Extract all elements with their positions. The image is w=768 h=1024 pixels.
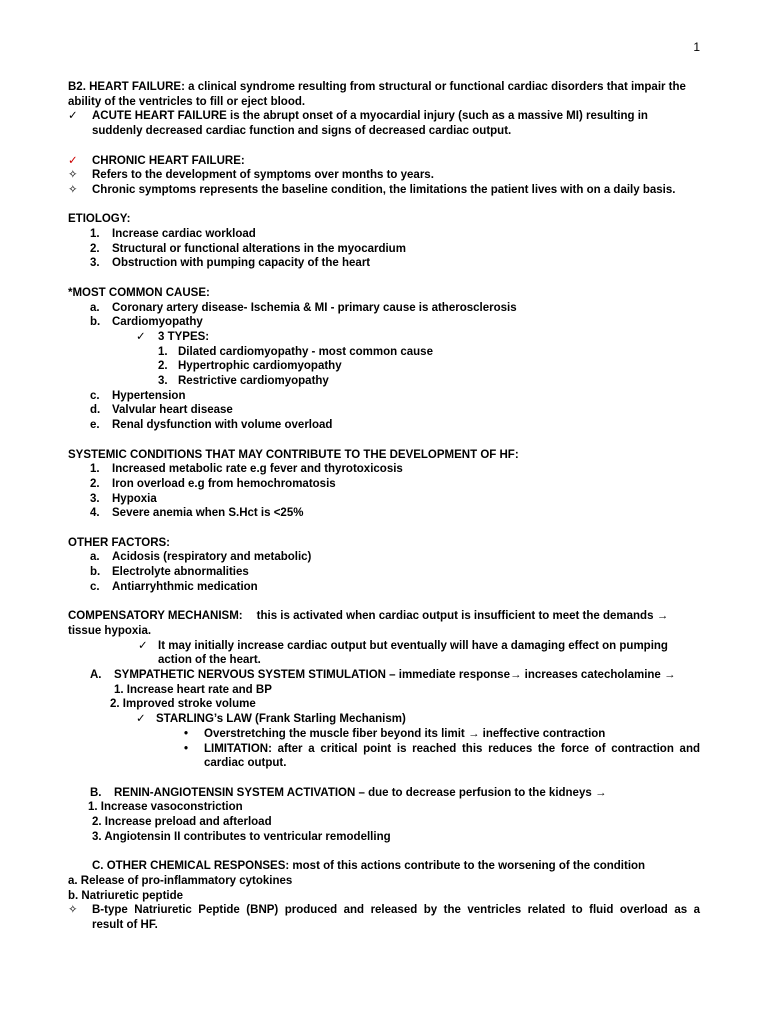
etiology-item: 1. Increase cardiac workload [90,228,256,240]
systemic-item: 4. Severe anemia when S.Hct is <25% [90,507,304,520]
cause-item: c. Hypertension [90,389,186,402]
etiology-item: 3. Obstruction with pumping capacity of the heart [90,257,371,270]
compensatory-note-line-2: action of the heart. [158,654,261,667]
b2-definition-line-2: ability of the ventricles to fill or eject blood. [68,95,306,108]
bullet-icon: • [184,742,189,755]
starling-law: ✓ STARLING’s LAW (Frank Starling Mechanism) [136,713,406,726]
other-factors-heading: OTHER FACTORS: [68,536,171,549]
type-item: 1. Dilated cardiomyopathy - most common cause [158,345,433,358]
starling-limitation-line-2: cardiac output. [204,757,287,770]
bnp-line-1: ✧ B-type Natriuretic Peptide (BNP) produced and released by the ventricles related to fluid overload as a [68,904,700,917]
document-body [68,80,700,933]
other-factor-item: a. Acidosis (respiratory and metabolic) [90,551,312,564]
etiology-heading: ETIOLOGY: [68,213,131,226]
sns-item: 1. Increase heart rate and BP [114,683,272,696]
diamond-bullet-icon: ✧ [68,183,78,196]
check-icon: ✓ [136,713,146,726]
systemic-item: 2. Iron overload e.g from hemochromatosis [90,477,336,490]
raas-item: 2. Increase preload and afterload [92,816,272,829]
arrow-icon: → [467,727,480,740]
other-factor-item: b. Electrolyte abnormalities [90,566,249,579]
other-factor-item: c. Antiarryhthmic medication [90,580,258,593]
types-heading: ✓ 3 TYPES: [136,330,210,343]
acute-hf-text: ACUTE HEART FAILURE is the abrupt onset of a myocardial injury (such as a massive MI) resulting in [92,110,648,123]
starling-limitation-line-1: • LIMITATION: after a critical point is reached this reduces the force of contraction and [184,742,700,755]
systemic-conditions-heading: SYSTEMIC CONDITIONS THAT MAY CONTRIBUTE TO THE DEVELOPMENT OF HF: [68,448,519,461]
raas-item: 1. Increase vasoconstriction [88,801,243,814]
etiology-item: 2. Structural or functional alterations in the myocardium [90,242,406,255]
chronic-hf-heading: ✓ CHRONIC HEART FAILURE: [68,154,245,167]
diamond-bullet-icon: ✧ [68,904,78,917]
page-number: 1 [693,40,700,54]
chemical-item: b. Natriuretic peptide [68,889,184,902]
b2-definition: a clinical syndrome resulting from structural or functional cardiac disorders that impair the [184,81,686,93]
raas-activation: B. RENIN-ANGIOTENSIN SYSTEM ACTIVATION – due to decrease perfusion to the kidneys → [90,786,607,799]
red-check-icon: ✓ [68,154,78,167]
arrow-icon: → [509,669,522,682]
compensatory-intro-line-2: tissue hypoxia. [68,624,152,637]
cause-item: b. Cardiomyopathy [90,316,203,329]
starling-bullet: • Overstretching the muscle fiber beyond its limit → ineffective contraction [184,727,606,740]
sns-item: 2. Improved stroke volume [110,698,256,711]
acute-hf-line-1 [68,109,700,124]
cause-item: e. Renal dysfunction with volume overload [90,419,333,432]
raas-item: 3. Angiotensin II contributes to ventricular remodelling [92,830,391,843]
cause-item: a. Coronary artery disease- Ischemia & MI - primary cause is atherosclerosis [90,301,517,314]
type-item: 2. Hypertrophic cardiomyopathy [158,360,342,373]
cause-item: d. Valvular heart disease [90,404,233,417]
chronic-item: ✧ Refers to the development of symptoms over months to years. [68,169,434,182]
check-icon: ✓ [136,330,146,343]
check-icon: ✓ [138,639,148,652]
systemic-item: 1. Increased metabolic rate e.g fever and thyrotoxicosis [90,463,403,476]
diamond-bullet-icon: ✧ [68,169,78,182]
systemic-item: 3. Hypoxia [90,492,157,505]
type-item: 3. Restrictive cardiomyopathy [158,375,329,388]
compensatory-note-line-1: ✓ It may initially increase cardiac output but eventually will have a damaging effect on pumping [138,639,668,652]
bullet-icon: • [184,727,189,740]
most-common-cause-heading: *MOST COMMON CAUSE: [68,286,210,299]
compensatory-intro-line-1: COMPENSATORY MECHANISM: this is activated when cardiac output is insufficient to meet the demands → [68,610,669,623]
chronic-item: ✧ Chronic symptoms represents the baseline condition, the limitations the patient lives with on a daily basis. [68,183,676,196]
acute-hf-line-2: suddenly decreased cardiac function and signs of decreased cardiac output. [92,125,512,138]
chemical-item: a. Release of pro-inflammatory cytokines [68,874,293,887]
arrow-icon: → [594,786,607,799]
chemical-responses: C. OTHER CHEMICAL RESPONSES: most of this actions contribute to the worsening of the condition [92,860,646,873]
b2-heading: B2. HEART FAILURE: [68,81,185,93]
arrow-icon: → [656,610,669,623]
compensatory-heading: COMPENSATORY MECHANISM: [68,610,243,623]
arrow-icon: → [664,669,676,682]
check-icon: ✓ [68,110,78,123]
bnp-line-2: result of HF. [92,918,158,931]
b2-definition-line-1 [68,80,700,95]
sns-stimulation: A. SYMPATHETIC NERVOUS SYSTEM STIMULATION – immediate response→ increases catecholamine → [90,669,676,682]
